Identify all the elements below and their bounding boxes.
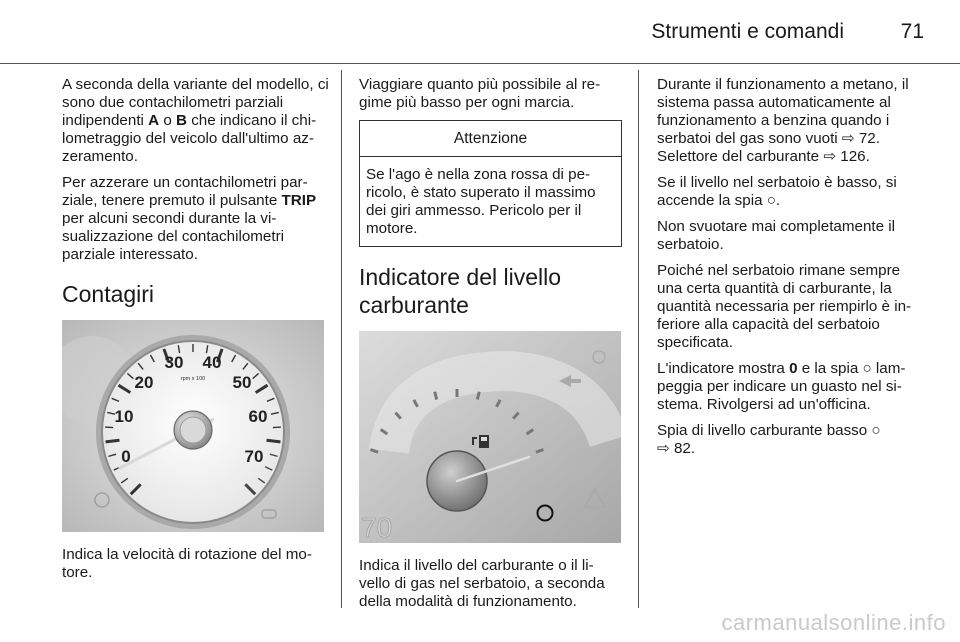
tach-label-10: 10	[114, 407, 134, 426]
tach-tick	[106, 440, 120, 442]
tach-label-40: 40	[202, 353, 222, 372]
paragraph-low-level: Se il livello nel serbatoio è basso, si accende la spia ○.	[657, 174, 897, 209]
fuel-tick	[435, 392, 437, 400]
caption-tachometer: Indica la velocità di rotazione del mo-tore.	[62, 546, 312, 581]
page-header-title: Strumenti e comandi	[651, 20, 844, 43]
paragraph-low-revs: Viaggiare quanto più possibile al re-gime più basso per ogni marcia.	[359, 76, 601, 111]
column-3	[657, 76, 925, 466]
heading-tachometer: Contagiri	[62, 281, 155, 307]
column-divider-2	[638, 70, 639, 608]
tach-label-70: 70	[244, 447, 264, 466]
tach-tick	[267, 440, 281, 442]
paragraph-trip-counters: A seconda della variante del modello, ci sono due contachilometri parziali indipendenti A o B che indicano il chi-lometraggio del veicolo dall'ultimo az-zeramento.	[62, 76, 329, 165]
page-number: 71	[900, 20, 924, 43]
paragraph-residual-fuel: Poiché nel serbatoio rimane sempre una certa quantità di carburante, la quantità necessaria per riempirlo è in-feriore alla capacità del serbatoio specificata.	[657, 262, 912, 351]
paragraph-do-not-empty: Non svuotare mai completamente il serbatoio.	[657, 218, 896, 253]
tach-label-30: 30	[164, 353, 184, 372]
tach-unit-label: rpm x 100	[180, 376, 206, 382]
column-2	[359, 76, 622, 619]
paragraph-reset-trip: Per azzerare un contachilometri par-ziale, tenere premuto il pulsante TRIP per alcuni secondi durante la vi-sualizzazione del contachilometri parziale interessato.	[62, 174, 317, 263]
tachometer-figure	[62, 320, 324, 532]
header-rule	[0, 63, 960, 64]
tach-label-50: 50	[232, 373, 252, 392]
column-divider-1	[341, 70, 342, 608]
fuel-tick	[477, 392, 479, 400]
paragraph-fault: L'indicatore mostra 0 e la spia ○ lam-peggia per indicare un guasto nel si-stema. Rivolgersi ad un'officina.	[657, 360, 906, 413]
watermark: carmanualsonline.info	[721, 610, 946, 635]
attention-text: Se l'ago è nella zona rossa di pe-ricolo, è stato superato il massimo dei giri ammesso. Pericolo per il motore.	[366, 166, 596, 237]
fuel-gauge-figure	[359, 331, 621, 543]
attention-box	[359, 120, 622, 247]
paragraph-low-fuel-lamp: Spia di livello carburante basso ○ ⇨ 82.	[657, 422, 881, 457]
caption-fuel-gauge: Indica il livello del carburante o il li-vello di gas nel serbatoio, a seconda della modalità di funzionamento.	[359, 557, 605, 610]
tach-label-0: 0	[121, 447, 131, 466]
attention-title: Attenzione	[360, 121, 621, 157]
tach-label-60: 60	[248, 407, 268, 426]
heading-fuel-gauge: Indicatore del livello carburante	[359, 264, 562, 318]
column-1	[62, 76, 330, 590]
paragraph-methane-mode: Durante il funzionamento a metano, il sistema passa automaticamente al funzionamento a benzina quando i serbatoi del gas sono vuoti ⇨ 72. Selettore del carburante ⇨ 126.	[657, 76, 909, 165]
tach-label-20: 20	[134, 373, 154, 392]
speedometer-fragment: 70	[361, 512, 393, 543]
